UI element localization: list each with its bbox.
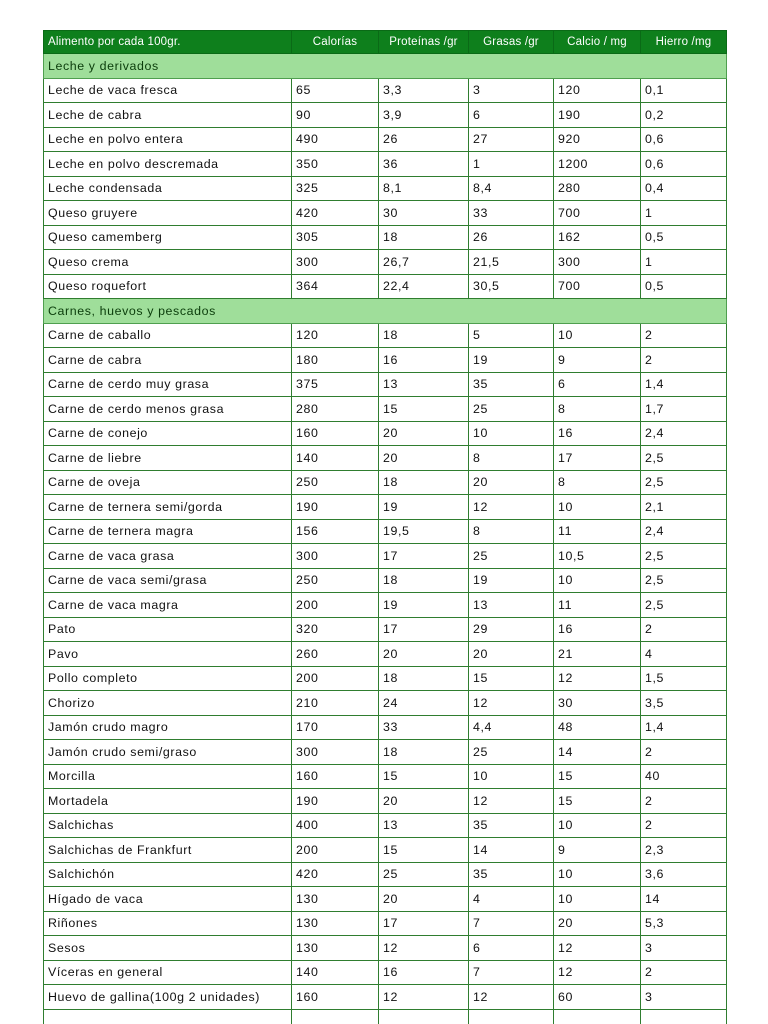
table-row <box>44 666 727 691</box>
cell-food: Carne de vaca semi/grasa <box>44 568 292 593</box>
cell-food: Carne de vaca grasa <box>44 544 292 569</box>
cell-fats: 4,4 <box>469 715 554 740</box>
cell-food: Carne de cerdo menos grasa <box>44 397 292 422</box>
cell-iron: 0,1 <box>641 78 727 103</box>
cell-proteins: 19 <box>379 495 469 520</box>
cell-calories: 350 <box>292 152 379 177</box>
cell-proteins: 13 <box>379 372 469 397</box>
cell-proteins: 33 <box>379 715 469 740</box>
table-row <box>44 960 727 985</box>
cell-food: Carne de cerdo muy grasa <box>44 372 292 397</box>
cell-proteins: 25 <box>379 862 469 887</box>
cell-fats: 10 <box>469 421 554 446</box>
cell-proteins: 19,5 <box>379 519 469 544</box>
cell-calcium: 120 <box>554 78 641 103</box>
cell-food: Chorizo <box>44 691 292 716</box>
cell-iron: 1 <box>641 201 727 226</box>
table-row <box>44 544 727 569</box>
cell-fats: 19 <box>469 568 554 593</box>
header-row <box>44 31 727 54</box>
cell-calcium: 162 <box>554 225 641 250</box>
cell-proteins: 18 <box>379 666 469 691</box>
cell-food: Queso crema <box>44 250 292 275</box>
cell-food: Salchichas de Frankfurt <box>44 838 292 863</box>
cell-fats: 21,5 <box>469 250 554 275</box>
table-row <box>44 813 727 838</box>
table-row <box>44 519 727 544</box>
table-row <box>44 691 727 716</box>
cell-empty <box>554 1009 641 1024</box>
table-row <box>44 446 727 471</box>
table-row <box>44 127 727 152</box>
cell-food: Carne de liebre <box>44 446 292 471</box>
cell-iron: 2 <box>641 960 727 985</box>
cell-proteins: 24 <box>379 691 469 716</box>
table-row <box>44 764 727 789</box>
cell-proteins: 20 <box>379 789 469 814</box>
cell-food: Carne de ternera semi/gorda <box>44 495 292 520</box>
cell-calcium: 300 <box>554 250 641 275</box>
cell-food: Jamón crudo magro <box>44 715 292 740</box>
table-row <box>44 617 727 642</box>
cell-food: Carne de caballo <box>44 323 292 348</box>
cell-calcium: 16 <box>554 421 641 446</box>
header-fats: Grasas /gr <box>469 31 554 54</box>
cell-food: Riñones <box>44 911 292 936</box>
cell-calories: 65 <box>292 78 379 103</box>
cell-iron: 5,3 <box>641 911 727 936</box>
cell-calories: 300 <box>292 740 379 765</box>
table-row <box>44 789 727 814</box>
cell-proteins: 13 <box>379 813 469 838</box>
table-row <box>44 372 727 397</box>
cell-iron: 2 <box>641 789 727 814</box>
header-food: Alimento por cada 100gr. <box>44 31 292 54</box>
cell-calcium: 15 <box>554 789 641 814</box>
cell-food: Víceras en general <box>44 960 292 985</box>
cell-calories: 305 <box>292 225 379 250</box>
cell-calcium: 12 <box>554 960 641 985</box>
table-row <box>44 911 727 936</box>
nutrition-table <box>43 30 727 1024</box>
cell-calories: 170 <box>292 715 379 740</box>
cell-fats: 35 <box>469 813 554 838</box>
cell-fats: 12 <box>469 985 554 1010</box>
cell-proteins: 3,3 <box>379 78 469 103</box>
table-row <box>44 176 727 201</box>
cell-fats: 27 <box>469 127 554 152</box>
cell-iron: 1,7 <box>641 397 727 422</box>
cell-food: Carne de conejo <box>44 421 292 446</box>
cell-proteins: 19 <box>379 593 469 618</box>
cell-proteins: 18 <box>379 568 469 593</box>
cell-iron: 0,2 <box>641 103 727 128</box>
cell-food: Pavo <box>44 642 292 667</box>
cell-proteins: 8,1 <box>379 176 469 201</box>
cell-calories: 190 <box>292 495 379 520</box>
table-row <box>44 495 727 520</box>
cell-calcium: 700 <box>554 274 641 299</box>
cell-calcium: 10 <box>554 887 641 912</box>
cell-food: Mortadela <box>44 789 292 814</box>
cell-food: Salchichas <box>44 813 292 838</box>
cell-fats: 20 <box>469 642 554 667</box>
cell-calories: 160 <box>292 764 379 789</box>
table-row <box>44 470 727 495</box>
cell-proteins: 26,7 <box>379 250 469 275</box>
cell-calories: 364 <box>292 274 379 299</box>
cell-proteins: 22,4 <box>379 274 469 299</box>
header-calcium: Calcio / mg <box>554 31 641 54</box>
table-row <box>44 201 727 226</box>
cell-calories: 400 <box>292 813 379 838</box>
cell-food: Leche en polvo descremada <box>44 152 292 177</box>
cell-proteins: 15 <box>379 764 469 789</box>
cell-calories: 180 <box>292 348 379 373</box>
cell-calories: 160 <box>292 421 379 446</box>
cell-calories: 320 <box>292 617 379 642</box>
cell-food: Pato <box>44 617 292 642</box>
cell-food: Salchichón <box>44 862 292 887</box>
cell-iron: 3 <box>641 936 727 961</box>
cell-calcium: 17 <box>554 446 641 471</box>
table-row <box>44 642 727 667</box>
cell-fats: 1 <box>469 152 554 177</box>
cell-proteins: 15 <box>379 838 469 863</box>
cell-proteins: 18 <box>379 470 469 495</box>
header-calories: Calorías <box>292 31 379 54</box>
cell-calories: 420 <box>292 201 379 226</box>
cell-iron: 14 <box>641 887 727 912</box>
cell-calories: 300 <box>292 544 379 569</box>
cell-calcium: 15 <box>554 764 641 789</box>
cell-iron: 2,5 <box>641 568 727 593</box>
cell-calories: 140 <box>292 960 379 985</box>
cell-iron: 3,6 <box>641 862 727 887</box>
cell-calcium: 10 <box>554 862 641 887</box>
table-row <box>44 715 727 740</box>
cell-calcium: 280 <box>554 176 641 201</box>
cell-calories: 490 <box>292 127 379 152</box>
cell-calories: 120 <box>292 323 379 348</box>
table-row <box>44 103 727 128</box>
cell-empty <box>641 1009 727 1024</box>
cell-calories: 156 <box>292 519 379 544</box>
table-row <box>44 225 727 250</box>
cell-proteins: 15 <box>379 397 469 422</box>
cell-empty <box>292 1009 379 1024</box>
cell-calcium: 48 <box>554 715 641 740</box>
cell-iron: 40 <box>641 764 727 789</box>
cell-calcium: 700 <box>554 201 641 226</box>
table-row <box>44 887 727 912</box>
cell-fats: 7 <box>469 960 554 985</box>
cell-calcium: 8 <box>554 470 641 495</box>
cell-fats: 12 <box>469 691 554 716</box>
cell-iron: 0,5 <box>641 225 727 250</box>
cell-fats: 5 <box>469 323 554 348</box>
cell-fats: 29 <box>469 617 554 642</box>
cell-proteins: 16 <box>379 348 469 373</box>
cell-fats: 26 <box>469 225 554 250</box>
cell-calcium: 16 <box>554 617 641 642</box>
cell-fats: 10 <box>469 764 554 789</box>
cell-food: Leche en polvo entera <box>44 127 292 152</box>
cell-iron: 1,4 <box>641 372 727 397</box>
cell-iron: 4 <box>641 642 727 667</box>
cell-food: Queso gruyere <box>44 201 292 226</box>
cell-iron: 2,5 <box>641 593 727 618</box>
cell-calories: 200 <box>292 666 379 691</box>
table-row <box>44 323 727 348</box>
table-row-cut <box>44 1009 727 1024</box>
cell-calories: 420 <box>292 862 379 887</box>
cell-iron: 2,3 <box>641 838 727 863</box>
table-row <box>44 78 727 103</box>
cell-calories: 140 <box>292 446 379 471</box>
cell-calories: 130 <box>292 936 379 961</box>
cell-fats: 33 <box>469 201 554 226</box>
table-row <box>44 862 727 887</box>
cell-iron: 0,5 <box>641 274 727 299</box>
cell-calories: 375 <box>292 372 379 397</box>
cell-food: Pollo completo <box>44 666 292 691</box>
cell-food: Hígado de vaca <box>44 887 292 912</box>
cell-iron: 2,5 <box>641 470 727 495</box>
cell-calories: 300 <box>292 250 379 275</box>
cell-fats: 30,5 <box>469 274 554 299</box>
cell-calcium: 10 <box>554 813 641 838</box>
cell-calories: 325 <box>292 176 379 201</box>
cell-proteins: 26 <box>379 127 469 152</box>
cell-proteins: 30 <box>379 201 469 226</box>
cell-empty <box>469 1009 554 1024</box>
cell-iron: 2,5 <box>641 446 727 471</box>
cell-empty <box>44 1009 292 1024</box>
cell-calcium: 9 <box>554 348 641 373</box>
header-proteins: Proteínas /gr <box>379 31 469 54</box>
cell-food: Huevo de gallina(100g 2 unidades) <box>44 985 292 1010</box>
cell-food: Carne de cabra <box>44 348 292 373</box>
cell-fats: 35 <box>469 862 554 887</box>
cell-calcium: 30 <box>554 691 641 716</box>
cell-proteins: 12 <box>379 985 469 1010</box>
cell-iron: 2 <box>641 323 727 348</box>
cell-calcium: 920 <box>554 127 641 152</box>
cell-iron: 1,4 <box>641 715 727 740</box>
cell-food: Leche condensada <box>44 176 292 201</box>
cell-iron: 3,5 <box>641 691 727 716</box>
cell-proteins: 12 <box>379 936 469 961</box>
cell-fats: 12 <box>469 789 554 814</box>
cell-fats: 6 <box>469 103 554 128</box>
table-row <box>44 421 727 446</box>
cell-proteins: 18 <box>379 323 469 348</box>
cell-calories: 90 <box>292 103 379 128</box>
cell-calories: 130 <box>292 911 379 936</box>
cell-calcium: 12 <box>554 666 641 691</box>
cell-calcium: 8 <box>554 397 641 422</box>
table-row <box>44 593 727 618</box>
table-row <box>44 838 727 863</box>
cell-calcium: 6 <box>554 372 641 397</box>
cell-fats: 25 <box>469 740 554 765</box>
cell-calories: 210 <box>292 691 379 716</box>
cell-calcium: 14 <box>554 740 641 765</box>
section-title: Leche y derivados <box>44 54 727 79</box>
cell-iron: 2,5 <box>641 544 727 569</box>
cell-food: Morcilla <box>44 764 292 789</box>
cell-fats: 8 <box>469 519 554 544</box>
cell-iron: 2,4 <box>641 519 727 544</box>
cell-proteins: 18 <box>379 225 469 250</box>
cell-calcium: 11 <box>554 593 641 618</box>
cell-calories: 250 <box>292 470 379 495</box>
table-row <box>44 348 727 373</box>
cell-iron: 2,1 <box>641 495 727 520</box>
table-row <box>44 936 727 961</box>
cell-iron: 0,4 <box>641 176 727 201</box>
cell-food: Jamón crudo semi/graso <box>44 740 292 765</box>
cell-food: Sesos <box>44 936 292 961</box>
section-title: Carnes, huevos y pescados <box>44 299 727 324</box>
cell-iron: 3 <box>641 985 727 1010</box>
cell-calcium: 10 <box>554 495 641 520</box>
cell-fats: 13 <box>469 593 554 618</box>
cell-calories: 160 <box>292 985 379 1010</box>
cell-calcium: 11 <box>554 519 641 544</box>
cell-calories: 200 <box>292 838 379 863</box>
cell-iron: 2,4 <box>641 421 727 446</box>
cell-iron: 2 <box>641 617 727 642</box>
table-row <box>44 397 727 422</box>
cell-proteins: 17 <box>379 911 469 936</box>
cell-calories: 260 <box>292 642 379 667</box>
cell-fats: 3 <box>469 78 554 103</box>
cell-calcium: 1200 <box>554 152 641 177</box>
table-row <box>44 985 727 1010</box>
table-row <box>44 568 727 593</box>
cell-calories: 130 <box>292 887 379 912</box>
cell-calcium: 190 <box>554 103 641 128</box>
cell-calcium: 12 <box>554 936 641 961</box>
cell-proteins: 17 <box>379 617 469 642</box>
cell-calories: 250 <box>292 568 379 593</box>
cell-iron: 1 <box>641 250 727 275</box>
cell-proteins: 18 <box>379 740 469 765</box>
cell-calories: 190 <box>292 789 379 814</box>
table-row <box>44 740 727 765</box>
cell-fats: 20 <box>469 470 554 495</box>
cell-proteins: 3,9 <box>379 103 469 128</box>
table-row <box>44 250 727 275</box>
cell-proteins: 20 <box>379 446 469 471</box>
cell-food: Carne de vaca magra <box>44 593 292 618</box>
cell-proteins: 36 <box>379 152 469 177</box>
cell-calcium: 9 <box>554 838 641 863</box>
cell-fats: 6 <box>469 936 554 961</box>
cell-empty <box>379 1009 469 1024</box>
cell-calcium: 10 <box>554 568 641 593</box>
cell-food: Queso roquefort <box>44 274 292 299</box>
cell-iron: 0,6 <box>641 152 727 177</box>
cell-calcium: 10 <box>554 323 641 348</box>
cell-fats: 12 <box>469 495 554 520</box>
cell-calories: 200 <box>292 593 379 618</box>
cell-calories: 280 <box>292 397 379 422</box>
cell-calcium: 10,5 <box>554 544 641 569</box>
cell-food: Leche de cabra <box>44 103 292 128</box>
cell-food: Carne de oveja <box>44 470 292 495</box>
cell-calcium: 21 <box>554 642 641 667</box>
cell-proteins: 17 <box>379 544 469 569</box>
table-row <box>44 274 727 299</box>
section-header-row <box>44 54 727 79</box>
cell-iron: 2 <box>641 740 727 765</box>
cell-fats: 7 <box>469 911 554 936</box>
cell-food: Leche de vaca fresca <box>44 78 292 103</box>
cell-iron: 2 <box>641 813 727 838</box>
cell-calcium: 60 <box>554 985 641 1010</box>
cell-food: Carne de ternera magra <box>44 519 292 544</box>
cell-iron: 1,5 <box>641 666 727 691</box>
cell-proteins: 16 <box>379 960 469 985</box>
cell-food: Queso camemberg <box>44 225 292 250</box>
cell-fats: 19 <box>469 348 554 373</box>
header-iron: Hierro /mg <box>641 31 727 54</box>
cell-fats: 8 <box>469 446 554 471</box>
cell-fats: 4 <box>469 887 554 912</box>
cell-fats: 15 <box>469 666 554 691</box>
cell-proteins: 20 <box>379 887 469 912</box>
section-header-row <box>44 299 727 324</box>
cell-proteins: 20 <box>379 642 469 667</box>
cell-iron: 0,6 <box>641 127 727 152</box>
cell-fats: 25 <box>469 544 554 569</box>
cell-fats: 14 <box>469 838 554 863</box>
cell-fats: 25 <box>469 397 554 422</box>
cell-calcium: 20 <box>554 911 641 936</box>
cell-fats: 8,4 <box>469 176 554 201</box>
table-row <box>44 152 727 177</box>
cell-fats: 35 <box>469 372 554 397</box>
cell-proteins: 20 <box>379 421 469 446</box>
cell-iron: 2 <box>641 348 727 373</box>
